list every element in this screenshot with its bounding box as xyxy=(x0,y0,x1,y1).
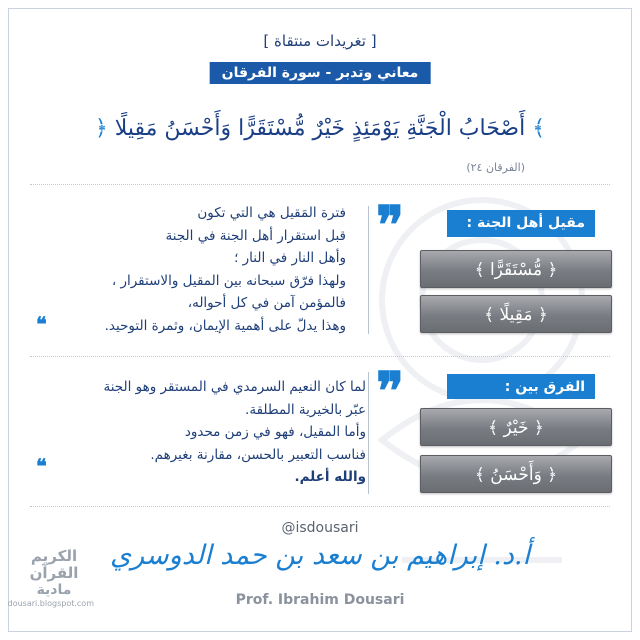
word-button-maqila[interactable]: ﴿ مَقِيلًا ﴾ xyxy=(420,295,612,333)
section1-small-quote-icon: ❝ xyxy=(36,312,47,336)
section2-closing-line: والله أعلم. xyxy=(294,469,366,485)
section1-bracket-line xyxy=(368,206,369,334)
section2-bracket-line xyxy=(368,372,369,494)
section2-line: عبّر بالخيرية المطلقة. xyxy=(245,401,366,418)
word-button-mustaqarra[interactable]: ﴿ مُّسْتَقَرًّا ﴾ xyxy=(420,250,612,288)
verse-open-bracket: ﴾ xyxy=(532,116,546,141)
site-logo xyxy=(7,547,94,620)
section1-line: فالمؤمن آمن في كل أحواله، xyxy=(187,295,346,311)
author-signature: أ.د. إبراهيم بن سعد بن حمد الدوسري xyxy=(110,540,530,571)
divider-middle xyxy=(30,356,610,357)
word-button-ahsan[interactable]: ﴿ وَأَحْسَنُ ﴾ xyxy=(420,455,612,493)
quran-verse xyxy=(30,116,610,141)
section1-quote-icon: ❞ xyxy=(376,195,404,256)
section1-line: قبل استقرار أهل الجنة في الجنة xyxy=(165,227,346,244)
header-subtitle: معاني وتدبر - سورة الفرقان xyxy=(210,62,431,84)
section2-line: لما كان النعيم السرمدي في المستقر وهو الجنة xyxy=(103,379,366,395)
logo-line-3: مادية xyxy=(36,582,72,598)
section2-line: فناسب التعبير بالحسن، مقارنة بغيرهم. xyxy=(150,446,366,463)
section2-quote-icon: ❞ xyxy=(376,361,404,422)
section2-small-quote-icon: ❝ xyxy=(36,454,47,478)
author-name-english: Prof. Ibrahim Dousari xyxy=(235,592,405,608)
divider-top xyxy=(30,184,610,185)
divider-bottom xyxy=(30,506,610,507)
section1-line: ولهذا فرّق سبحانه بين المقيل والاستقرار ، xyxy=(111,272,346,289)
section1-paragraph xyxy=(105,202,346,337)
section2-paragraph xyxy=(103,376,366,489)
verse-text: أَصْحَابُ الْجَنَّةِ يَوْمَئِذٍ خَيْرٌ مُّسْتَقَرًّا وَأَحْسَنُ مَقِيلًا xyxy=(114,116,526,141)
section2-title: الفرق بين : xyxy=(447,374,595,399)
logo-url: dousari.blogspot.com xyxy=(7,599,94,608)
section1-line: وهذا يدلّ على أهمية الإيمان، وثمرة التوحيد. xyxy=(104,317,346,334)
section2-line: وأما المقيل، فهو في زمن محدود xyxy=(184,424,366,440)
header-tag: [ تغريدات منتقاة ] xyxy=(263,32,377,50)
logo-line-2: القرآن xyxy=(29,564,79,582)
logo-line-1: الكريم xyxy=(30,547,78,565)
section1-title: مقيل أهل الجنة : xyxy=(447,210,595,237)
twitter-handle[interactable]: @isdousari xyxy=(281,520,359,536)
section1-line: فترة المَقيل هي التي تكون xyxy=(197,205,346,221)
word-button-khayr[interactable]: ﴿ خَيْرٌ ﴾ xyxy=(420,408,612,446)
verse-reference: (الفرقان ٢٤) xyxy=(466,161,525,174)
verse-close-bracket: ﴿ xyxy=(94,116,108,141)
section1-line: وأهل النار في النار ؛ xyxy=(234,250,346,266)
